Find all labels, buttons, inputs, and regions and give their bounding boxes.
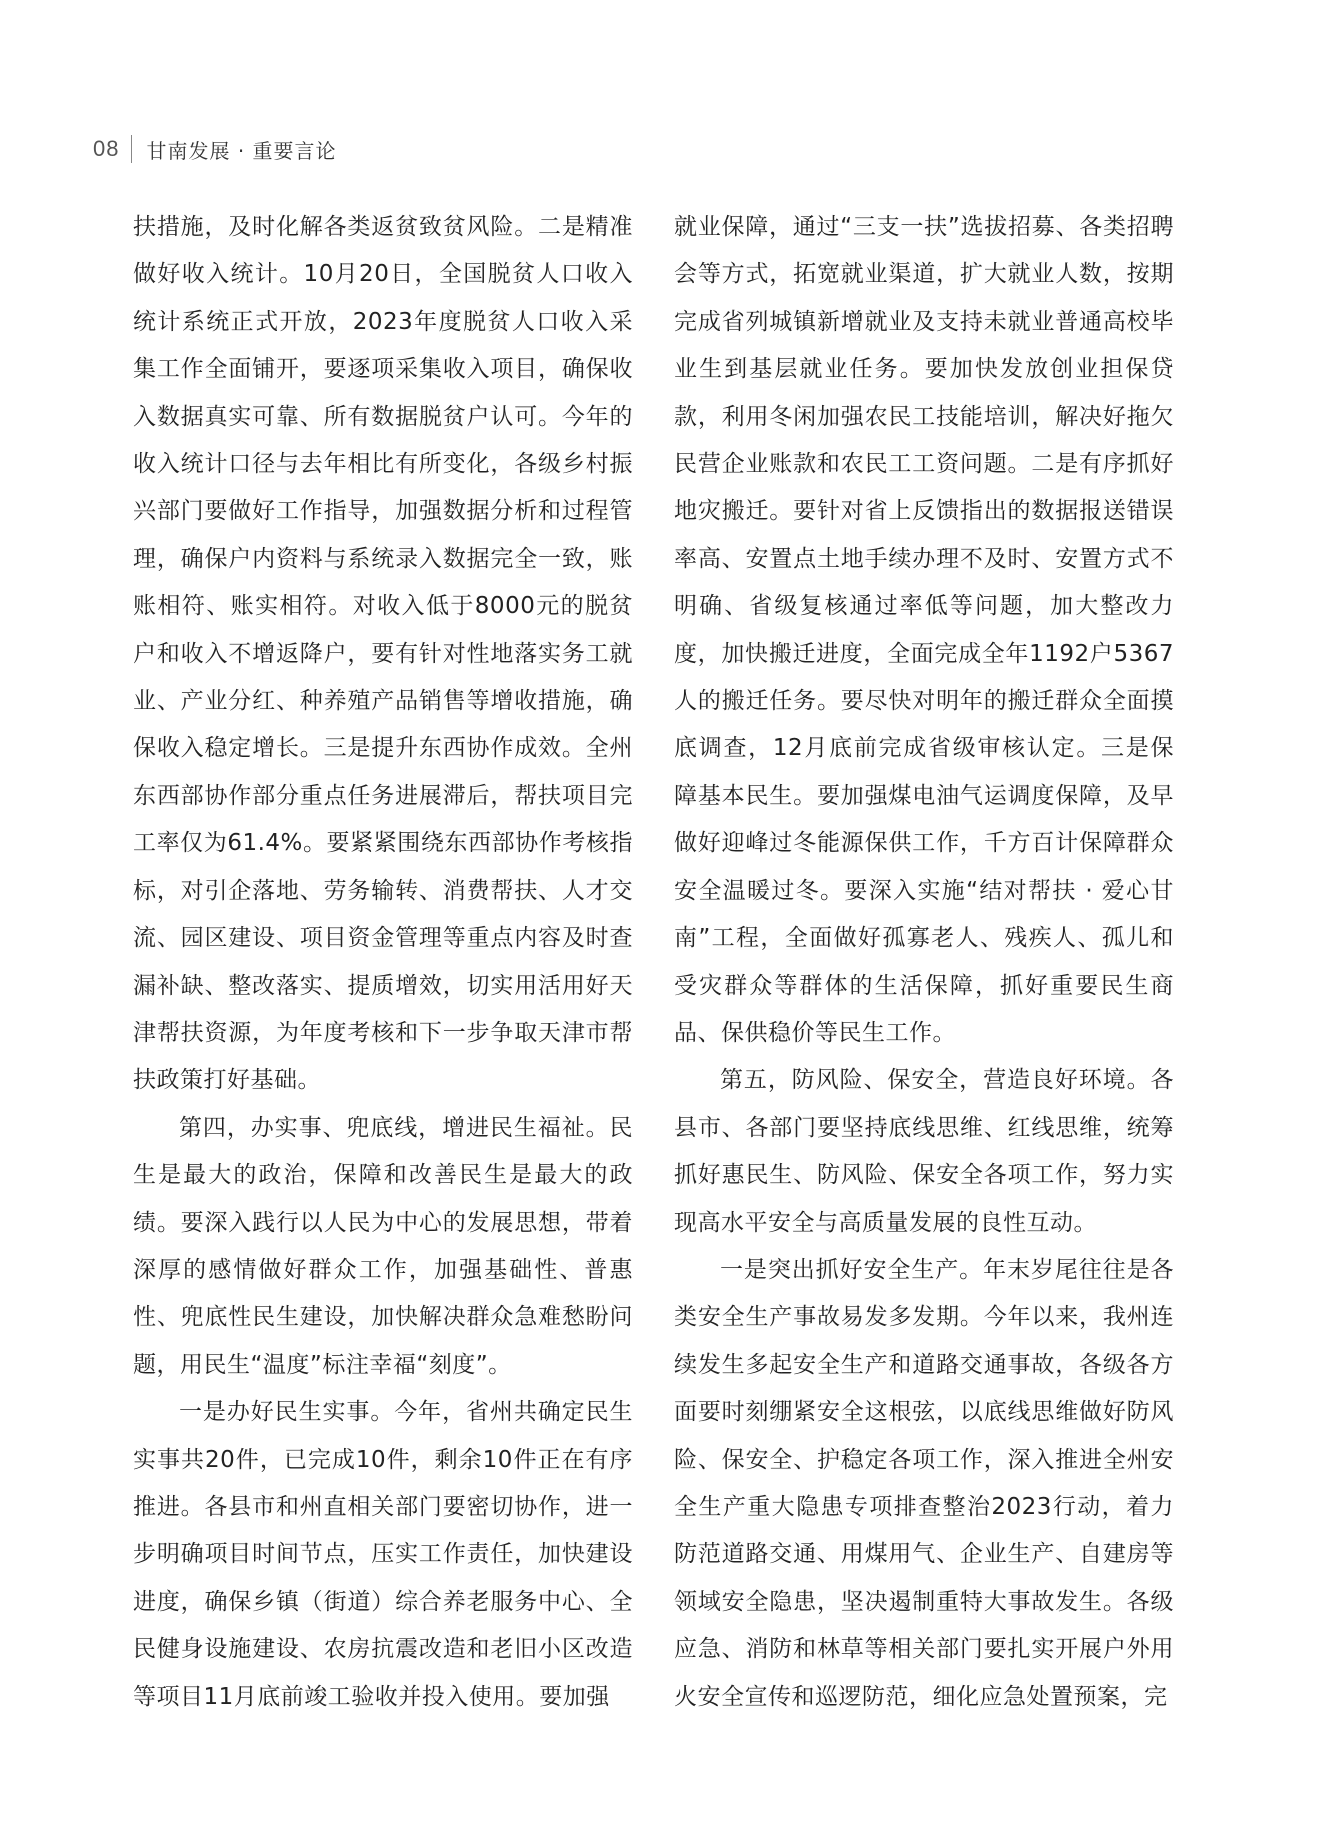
left-column xyxy=(133,204,633,1721)
right-column xyxy=(674,204,1174,1721)
paragraph: 扶措施，及时化解各类返贫致贫风险。二是精准做好收入统计。10月20日，全国脱贫人口收入统计系统正式开放，2023年度脱贫人口收入采集工作全面铺开，要逐项采集收入项目，确保收入数据真实可靠、所有数据脱贫户认可。今年的收入统计口径与去年相比有所变化，各级乡村振兴部门要做好工作指导，加强数据分析和过程管理，确保户内资料与系统录入数据完全一致，账账相符、账实相符。对收入低于8000元的脱贫户和收入不增返降户，要有针对性地落实务工就业、产业分红、种养殖产品销售等增收措施，确保收入稳定增长。三是提升东西协作成效。全州东西部协作部分重点任务进展滞后，帮扶项目完工率仅为61.4%。要紧紧围绕东西部协作考核指标，对引企落地、劳务输转、消费帮扶、人才交流、园区建设、项目资金管理等重点内容及时查漏补缺、整改落实、提质增效，切实用活用好天津帮扶资源，为年度考核和下一步争取天津市帮扶政策打好基础。 xyxy=(133,214,633,1094)
paragraph: 第四，办实事、兜底线，增进民生福祉。民生是最大的政治，保障和改善民生是最大的政绩。要深入践行以人民为中心的发展思想，带着深厚的感情做好群众工作，加强基础性、普惠性、兜底性民生建设，加快解决群众急难愁盼问题，用民生“温度”标注幸福“刻度”。 xyxy=(133,1114,633,1378)
paragraph: 一是突出抓好安全生产。年末岁尾往往是各类安全生产事故易发多发期。今年以来，我州连续发生多起安全生产和道路交通事故，各级各方面要时刻绷紧安全这根弦，以底线思维做好防风险、保安全、护稳定各项工作，深入推进全州安全生产重大隐患专项排查整治2023行动，着力防范道路交通、用煤用气、企业生产、自建房等领域安全隐患，坚决遏制重特大事故发生。各级应急、消防和林草等相关部门要扎实开展户外用火安全宣传和巡逻防范，细化应急处置预案，完 xyxy=(674,1256,1174,1710)
header-divider xyxy=(131,135,132,163)
page-number: 08 xyxy=(93,136,120,161)
section-title: 甘南发展 · 重要言论 xyxy=(146,138,337,163)
paragraph: 一是办好民生实事。今年，省州共确定民生实事共20件，已完成10件，剩余10件正在有序推进。各县市和州直相关部门要密切协作，进一步明确项目时间节点，压实工作责任，加快建设进度，确保乡镇（街道）综合养老服务中心、全民健身设施建设、农房抗震改造和老旧小区改造等项目11月底前竣工验收并投入使用。要加强 xyxy=(133,1399,633,1710)
paragraph: 第五，防风险、保安全，营造良好环境。各县市、各部门要坚持底线思维、红线思维，统筹抓好惠民生、防风险、保安全各项工作，努力实现高水平安全与高质量发展的良性互动。 xyxy=(674,1067,1174,1236)
paragraph: 就业保障，通过“三支一扶”选拔招募、各类招聘会等方式，拓宽就业渠道，扩大就业人数，按期完成省列城镇新增就业及支持未就业普通高校毕业生到基层就业任务。要加快发放创业担保贷款，利用冬闲加强农民工技能培训，解决好拖欠民营企业账款和农民工工资问题。二是有序抓好地灾搬迁。要针对省上反馈指出的数据报送错误率高、安置点土地手续办理不及时、安置方式不明确、省级复核通过率低等问题，加大整改力度，加快搬迁进度，全面完成全年1192户5367人的搬迁任务。要尽快对明年的搬迁群众全面摸底调查，12月底前完成省级审核认定。三是保障基本民生。要加强煤电油气运调度保障，及早做好迎峰过冬能源保供工作，千方百计保障群众安全温暖过冬。要深入实施“结对帮扶 · 爱心甘南”工程，全面做好孤寡老人、残疾人、孤儿和受灾群众等群体的生活保障，抓好重要民生商品、保供稳价等民生工作。 xyxy=(674,214,1174,1046)
page-header xyxy=(93,132,337,166)
